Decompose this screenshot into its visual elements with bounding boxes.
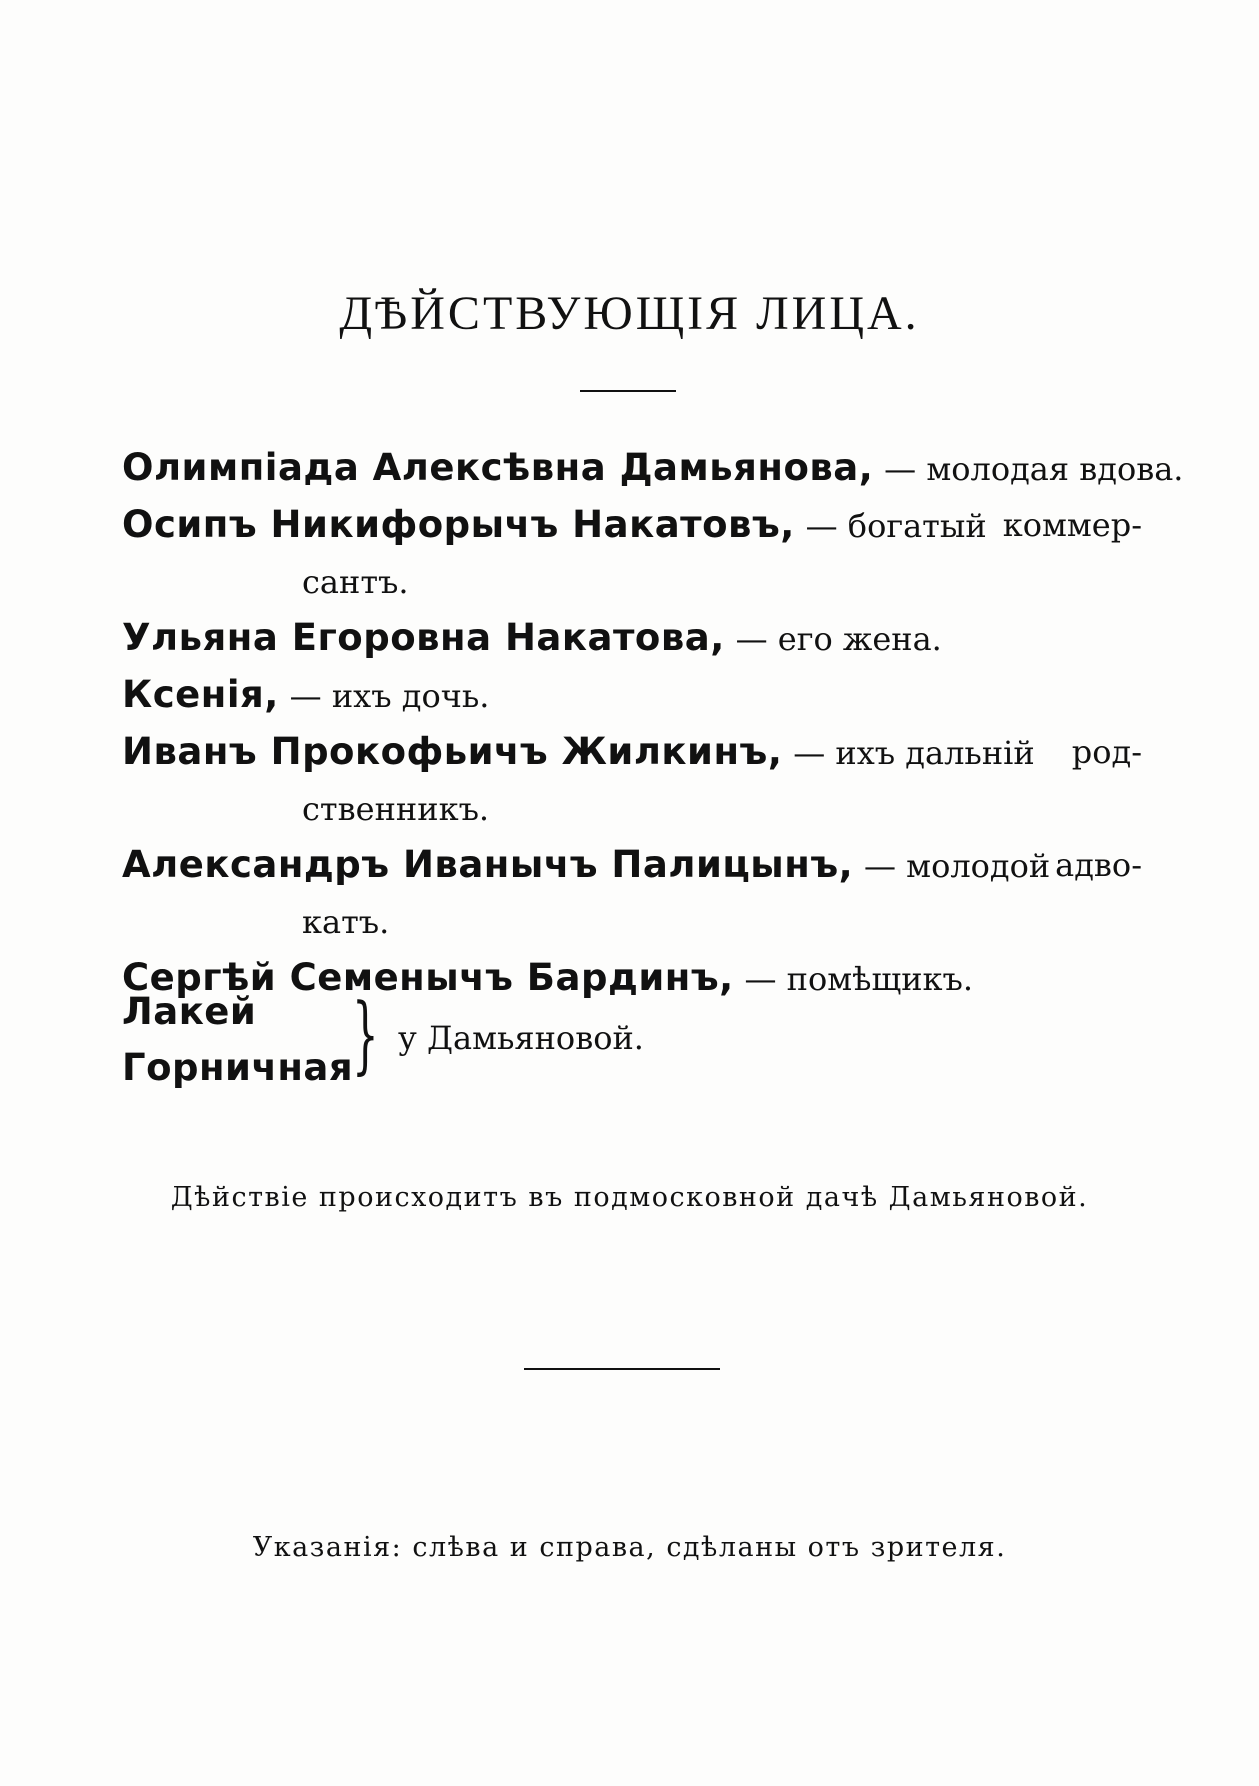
character-name: Сергѣй Семенычъ Бардинъ,	[122, 956, 734, 999]
character-role: — ихъ дочь.	[289, 677, 490, 715]
character-role: — ихъ дальній	[793, 734, 1035, 772]
servant-name-maid: Горничная	[122, 1046, 354, 1089]
setting-note: Дѣйствіе происходитъ въ подмосковной дачѣ Дамьяновой.	[170, 1182, 1089, 1213]
stage-directions-note: Указанія: слѣва и справа, сдѣланы отъ зрителя.	[252, 1532, 1007, 1563]
character-role-continuation: сантъ.	[302, 563, 409, 601]
servants-group	[122, 984, 822, 1094]
cast-entry-aleksandr	[122, 837, 1142, 894]
character-role-continuation: ственникъ.	[302, 790, 490, 828]
character-name: Александръ Иванычъ Палицынъ,	[122, 843, 854, 886]
character-role-hyphenated: адво-	[1055, 846, 1142, 884]
servant-name-lackey: Лакей	[122, 990, 257, 1033]
title-divider	[580, 390, 676, 392]
character-role-continuation: катъ.	[302, 903, 390, 941]
character-role: — богатый	[805, 507, 987, 545]
cast-entry-osip	[122, 497, 1142, 554]
cast-entry-kseniya	[122, 667, 1142, 724]
cast-list	[122, 440, 1184, 1007]
character-role-hyphenated: коммер-	[1002, 506, 1142, 544]
character-role: — молодая вдова.	[884, 450, 1184, 488]
character-role: — помѣщикъ.	[744, 960, 974, 998]
character-name: Иванъ Прокофьичъ Жилкинъ,	[122, 730, 783, 773]
character-role: — молодой	[864, 847, 1051, 885]
character-name: Ульяна Егоровна Накатова,	[122, 616, 725, 659]
character-name: Осипъ Никифорычъ Накатовъ,	[122, 503, 795, 546]
servant-names	[122, 984, 353, 1096]
cast-entry-ulyana	[122, 610, 1142, 667]
page-title: ДѢЙСТВУЮЩІЯ ЛИЦА.	[339, 287, 920, 340]
character-role-hyphenated: род-	[1071, 733, 1142, 771]
cast-entry-ivan	[122, 724, 1142, 781]
section-divider	[524, 1368, 720, 1370]
servant-role: у Дамьяновой.	[398, 1019, 644, 1057]
cast-entry-olimpiada	[122, 440, 1184, 497]
character-role: — его жена.	[735, 620, 942, 658]
character-name: Ксенія,	[122, 673, 279, 716]
character-name: Олимпіада Алексѣвна Дамьянова,	[122, 446, 874, 489]
right-brace-icon: }	[352, 985, 379, 1083]
